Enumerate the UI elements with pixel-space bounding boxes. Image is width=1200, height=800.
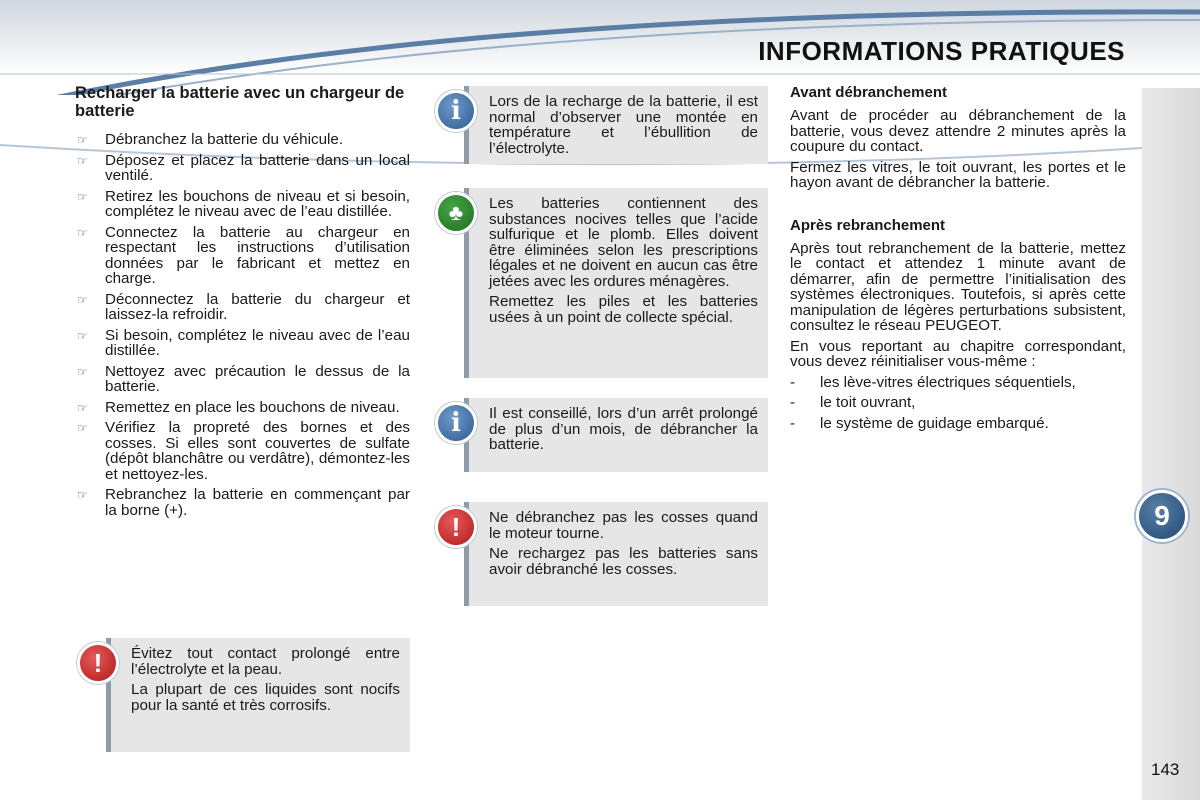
note-text: Évitez tout contact prolongé entre l’électrolyte et la peau. [131, 645, 400, 678]
chapter-number-badge[interactable]: 9 [1136, 490, 1188, 542]
pointing-hand-icon: ☞ [77, 328, 88, 343]
list-item: ☞ Remettez en place les bouchons de niveau. [77, 398, 400, 416]
list-item: ☞ Rebranchez la batterie en commençant par la borne (+). [77, 486, 410, 519]
pointing-hand-icon: ☞ [77, 364, 88, 379]
note-text: Remettez les piles et les batteries usées à un point de collecte spécial. [489, 293, 758, 326]
before-disconnect-heading: Avant débranchement [790, 84, 947, 101]
list-item: - les lève-vitres électriques séquentiels, [790, 373, 1076, 391]
pointing-hand-icon: ☞ [77, 292, 88, 307]
pointing-hand-icon: ☞ [77, 133, 88, 147]
pointing-hand-icon: ☞ [77, 400, 88, 415]
note-text: Il est conseillé, lors d’un arrêt prolongé de plus d’un mois, de débrancher la batterie. [489, 405, 758, 453]
list-item: ☞ Si besoin, complétez le niveau avec de l’eau distillée. [77, 326, 410, 359]
after-reconnect-heading: Après rebranchement [790, 216, 946, 234]
paragraph: Après tout rebranchement de la batterie, mettez le contact et attendez 1 minute avant de démarrer, afin de permettre l’initialisation des systèmes électroniques. Toutefois, si après cette manipulation de légères perturbations subsistent, consultez le réseau PEUGEOT. [790, 239, 1126, 334]
chapter-title: INFORMATIONS PRATIQUES [758, 36, 1125, 66]
exclamation-icon: ! [77, 642, 119, 684]
page-number: 143 [1151, 760, 1180, 779]
pointing-hand-icon: ☞ [77, 225, 88, 240]
paragraph: Fermez les vitres, le toit ouvrant, les portes et le hayon avant de débrancher la batterie. [790, 158, 1126, 191]
paragraph: En vous reportant au chapitre correspondant, vous devez réinitialiser vous-même : [790, 337, 1126, 370]
paragraph: Avant de procéder au débranchement de la batterie, vous devez attendre 2 minutes après la coupure du contact. [790, 107, 1126, 155]
list-item: ☞ Débranchez la batterie du véhicule. [77, 131, 344, 148]
list-item: ☞ Déposez et placez la batterie dans un local ventilé. [77, 151, 410, 184]
list-item: ☞ Connectez la batterie au chargeur en respectant les instructions d’utilisation données par le fabricant et mettez en charge. [77, 223, 410, 287]
list-item: ☞ Vérifiez la propreté des bornes et des cosses. Si elles sont couvertes de sulfate (dépôt blanchâtre ou verdâtre), démontez-les et nettoyez-les. [77, 419, 410, 483]
note-text: Ne rechargez pas les batteries sans avoir débranché les cosses. [489, 545, 758, 578]
pointing-hand-icon: ☞ [77, 189, 88, 204]
warning-note-skin-contact [93, 638, 410, 752]
list-item: ☞ Nettoyez avec précaution le dessus de la batterie. [77, 362, 410, 395]
info-icon: i [435, 402, 477, 444]
info-note-charging [451, 86, 768, 164]
eco-note-disposal [448, 188, 768, 378]
tree-icon: ♣ [435, 192, 477, 234]
exclamation-icon: ! [435, 506, 477, 548]
right-column [790, 84, 1126, 436]
reinit-list [790, 375, 1126, 432]
info-note-long-stop [451, 398, 768, 472]
note-text: Les batteries contiennent des substances nocives telles que l’acide sulfurique et le plomb. Elles doivent être éliminées selon les prescriptions légales et ne doivent en aucun cas être jetées avec les ordures ménagères. [489, 195, 758, 290]
pointing-hand-icon: ☞ [77, 153, 88, 168]
list-item: ☞ Retirez les bouchons de niveau et si besoin, complétez le niveau avec de l’eau distillée. [77, 187, 410, 220]
left-column [75, 84, 410, 523]
steps-list [75, 132, 410, 518]
chapter-tab-strip [1142, 88, 1200, 800]
list-item: - le toit ouvrant, [790, 394, 916, 411]
info-icon: i [435, 90, 477, 132]
warning-note-terminals [451, 502, 768, 606]
note-text: La plupart de ces liquides sont nocifs pour la santé et très corrosifs. [131, 681, 400, 714]
section-heading: Recharger la batterie avec un chargeur de batterie [75, 84, 405, 120]
pointing-hand-icon: ☞ [77, 488, 88, 502]
note-text: Ne débranchez pas les cosses quand le moteur tourne. [489, 509, 758, 542]
note-text: Lors de la recharge de la batterie, il est normal d’observer une montée en température et l’ébullition de l’électrolyte. [489, 93, 758, 157]
list-item: ☞ Déconnectez la batterie du chargeur et laissez-la refroidir. [77, 290, 410, 323]
pointing-hand-icon: ☞ [77, 421, 88, 435]
list-item: - le système de guidage embarqué. [790, 414, 1049, 432]
